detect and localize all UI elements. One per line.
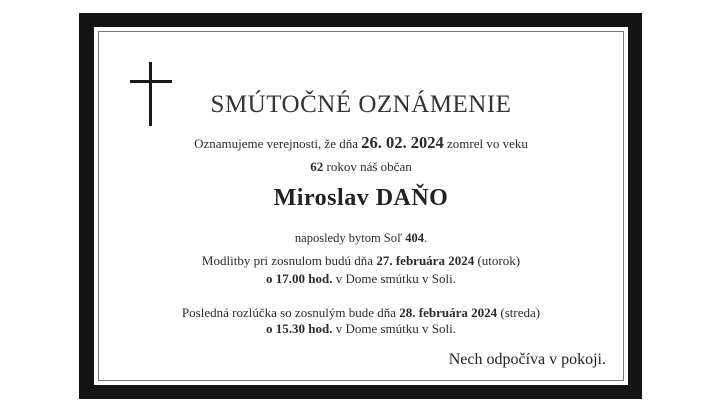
closing-line: Nech odpočíva v pokoji. <box>448 351 606 368</box>
prayer-time-line: o 17.00 hod. v Dome smútku v Soli. <box>266 271 456 286</box>
age-line: 62 rokov náš občan <box>310 159 412 174</box>
mourning-card-border <box>79 13 642 399</box>
prayer-line: Modlitby pri zosnulom budú dňa 27. februára 2024 (utorok) <box>201 253 521 268</box>
mourning-card <box>94 27 628 385</box>
farewell-time: o 15.30 hod. <box>266 321 333 336</box>
farewell-line: Posledná rozlúčka so zosnulým bude dňa 28. februára 2024 (streda) <box>181 305 541 320</box>
age-value: 62 <box>310 159 324 174</box>
prayer-date: 27. februára 2024 <box>376 253 475 268</box>
announcement-line: Oznamujeme verejnosti, že dňa 26. 02. 2024 zomrel vo veku <box>194 133 528 152</box>
death-date: 26. 02. 2024 <box>361 133 444 152</box>
residence-line: naposledy bytom Soľ 404. <box>294 231 428 245</box>
notice-title: SMÚTOČNÉ OZNÁMENIE <box>210 91 512 118</box>
prayer-time: o 17.00 hod. <box>266 271 333 286</box>
farewell-time-line: o 15.30 hod. v Dome smútku v Soli. <box>266 321 456 336</box>
house-number: 404 <box>405 231 424 245</box>
deceased-name: Miroslav DAŇO <box>273 185 449 211</box>
farewell-date: 28. februára 2024 <box>399 305 498 320</box>
